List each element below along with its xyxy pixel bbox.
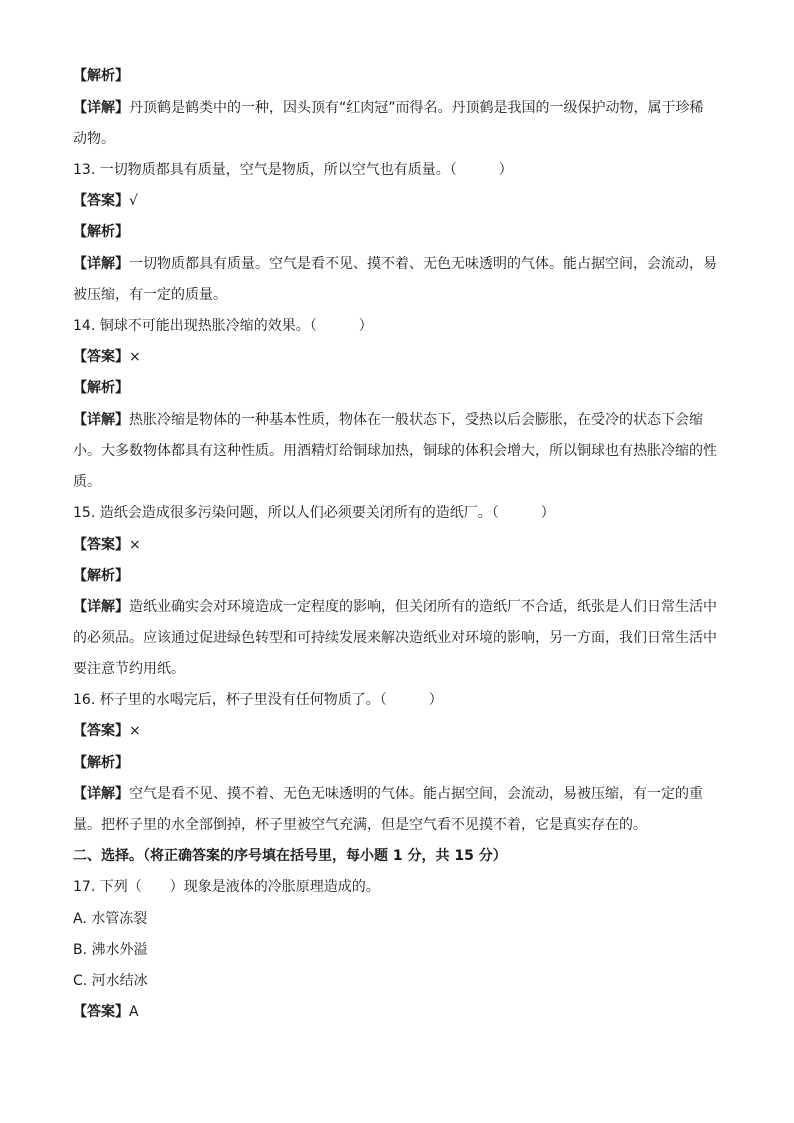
- detail-line: 小。大多数物体都具有这种性质。用酒精灯给铜球加热，铜球的体积会增大，所以铜球也有热胀冷缩的性: [73, 443, 717, 459]
- option-c: C. 河水结冰: [73, 973, 148, 989]
- answer-line: 【答案】×: [73, 349, 141, 365]
- option-b: B. 沸水外溢: [73, 942, 148, 958]
- question-14: 14. 铜球不可能出现热胀冷缩的效果。（ ）: [73, 318, 373, 334]
- detail-line: 【详解】造纸业确实会对环境造成一定程度的影响，但关闭所有的造纸厂不合适，纸张是人们日常生活中: [73, 599, 717, 615]
- analysis-label: 【解析】: [73, 224, 129, 240]
- question-16: 16. 杯子里的水喝完后，杯子里没有任何物质了。（ ）: [73, 692, 443, 708]
- question-15: 15. 造纸会造成很多污染问题，所以人们必须要关闭所有的造纸厂。（ ）: [73, 505, 555, 521]
- analysis-label: 【解析】: [73, 568, 129, 584]
- analysis-label: 【解析】: [73, 68, 129, 84]
- question-17: 17. 下列（ ）现象是液体的冷胀原理造成的。: [73, 879, 380, 895]
- detail-line: 要注意节约用纸。: [73, 661, 185, 677]
- detail-line: 被压缩，有一定的质量。: [73, 287, 227, 303]
- detail-line: 【详解】一切物质都具有质量。空气是看不见、摸不着、无色无味透明的气体。能占据空间，会流动，易: [73, 256, 717, 272]
- detail-line: 的必须品。应该通过促进绿色转型和可持续发展来解决造纸业对环境的影响，另一方面，我们日常生活中: [73, 630, 717, 646]
- answer-line: 【答案】A: [73, 1004, 139, 1020]
- question-13: 13. 一切物质都具有质量，空气是物质，所以空气也有质量。（ ）: [73, 162, 513, 178]
- answer-line: 【答案】×: [73, 723, 141, 739]
- detail-line: 动物。: [73, 131, 115, 147]
- detail-line: 质。: [73, 474, 101, 490]
- detail-line: 量。把杯子里的水全部倒掉，杯子里被空气充满，但是空气看不见摸不着，它是真实存在的。: [73, 817, 647, 833]
- detail-line: 【详解】丹顶鹤是鹤类中的一种，因头顶有“红肉冠”而得名。丹顶鹤是我国的一级保护动物，属于珍稀: [73, 100, 704, 116]
- section-heading: 二、选择。（将正确答案的序号填在括号里，每小题 1 分，共 15 分）: [73, 848, 507, 864]
- detail-line: 【详解】空气是看不见、摸不着、无色无味透明的气体。能占据空间，会流动，易被压缩，有一定的重: [73, 786, 703, 802]
- answer-line: 【答案】√: [73, 193, 138, 209]
- option-a: A. 水管冻裂: [73, 911, 148, 927]
- analysis-label: 【解析】: [73, 755, 129, 771]
- answer-line: 【答案】×: [73, 537, 141, 553]
- detail-line: 【详解】热胀冷缩是物体的一种基本性质，物体在一般状态下，受热以后会膨胀，在受冷的状态下会缩: [73, 412, 703, 428]
- analysis-label: 【解析】: [73, 380, 129, 396]
